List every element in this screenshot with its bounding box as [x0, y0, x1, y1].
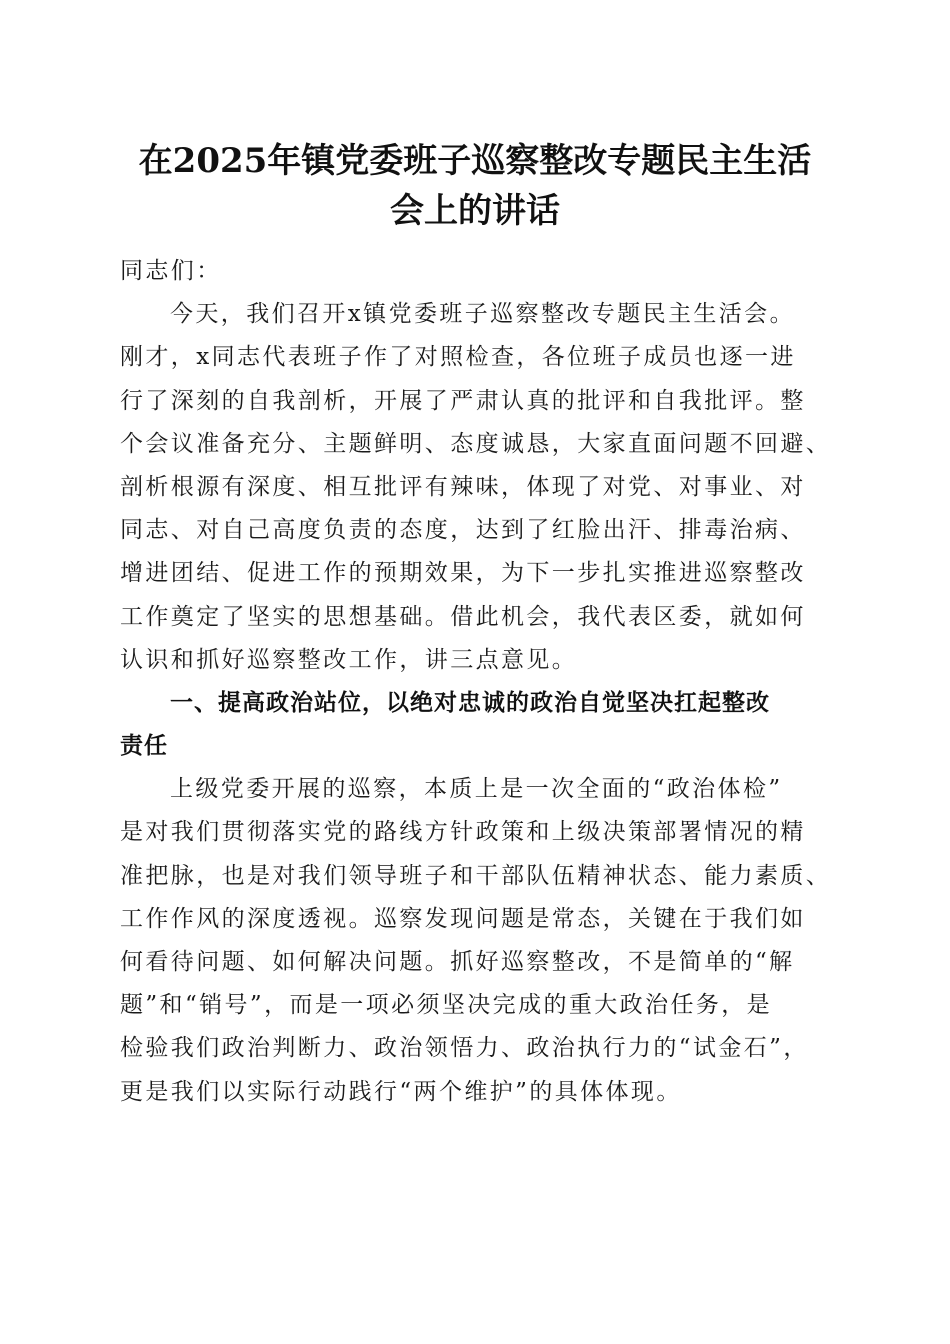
- paragraph-2-line: 何看待问题、如何解决问题。抓好巡察整改，不是简单的“解: [120, 949, 795, 975]
- salutation: 同志们：: [120, 258, 222, 284]
- paragraph-2-line: 准把脉，也是对我们领导班子和干部队伍精神状态、能力素质、: [120, 862, 832, 889]
- paragraph-1-line: 今天，我们召开x镇党委班子巡察整改专题民主生活会。: [170, 301, 795, 328]
- paragraph-2-line: 是对我们贯彻落实党的路线方针政策和上级决策部署情况的精: [120, 819, 806, 846]
- paragraph-1-line: 同志、对自己高度负责的态度，达到了红脸出汗、排毒治病、: [120, 517, 806, 544]
- paragraph-2-line: 检验我们政治判断力、政治领悟力、政治执行力的“试金石”，: [120, 1035, 809, 1062]
- paragraph-2-line: 更是我们以实际行动践行“两个维护”的具体体现。: [120, 1078, 682, 1105]
- title-line-1: 在2025年镇党委班子巡察整改专题民主生活: [138, 141, 812, 181]
- paragraph-1-line: 行了深刻的自我剖析，开展了严肃认真的批评和自我批评。整: [120, 387, 806, 414]
- paragraph-1-line: 认识和抓好巡察整改工作，讲三点意见。: [120, 646, 578, 673]
- paragraph-1-line: 剖析根源有深度、相互批评有辣味，体现了对党、对事业、对: [120, 473, 806, 500]
- paragraph-2-line: 工作作风的深度透视。巡察发现问题是常态，关键在于我们如: [120, 905, 806, 932]
- section-heading-line: 责任: [120, 733, 168, 760]
- section-heading-line: 一、提高政治站位，以绝对忠诚的政治自觉坚决扛起整改: [170, 689, 770, 716]
- paragraph-1-line: 刚才，x同志代表班子作了对照检查，各位班子成员也逐一进: [120, 344, 796, 371]
- paragraph-2-line: 上级党委开展的巡察，本质上是一次全面的“政治体检”: [170, 776, 783, 803]
- document-body: [120, 250, 840, 1114]
- title-line-2: 会上的讲话: [390, 191, 560, 231]
- paragraph-2-line: 题”和“销号”，而是一项必须坚决完成的重大政治任务，是: [120, 992, 773, 1019]
- paragraph-1-line: 工作奠定了坚实的思想基础。借此机会，我代表区委，就如何: [120, 603, 806, 630]
- paragraph-1-line: 个会议准备充分、主题鲜明、态度诚恳，大家直面问题不回避、: [120, 430, 832, 457]
- paragraph-1-line: 增进团结、促进工作的预期效果，为下一步扎实推进巡察整改: [120, 560, 806, 587]
- document-title: [100, 136, 850, 236]
